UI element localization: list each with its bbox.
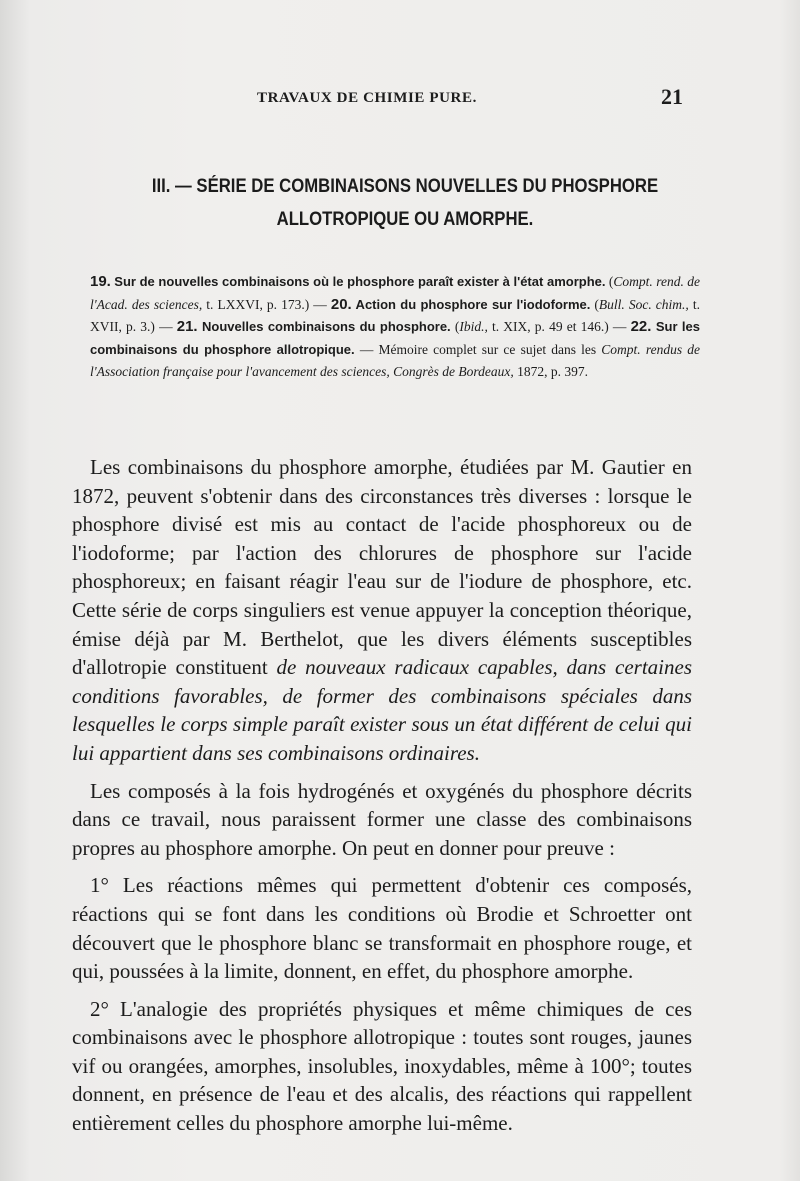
reference-22-number: 22. [630,318,652,335]
paragraph-1 [72,453,692,768]
reference-19-paren: ( [605,274,614,289]
reference-20-source: Bull. Soc. chim., [598,296,689,312]
reference-20-number: 20. [330,295,352,313]
reference-20-citation: t. XVII, p. 3.) — [90,296,700,334]
main-text [72,453,692,1147]
reference-22-text: — Mémoire complet sur ce sujet dans les [354,341,602,357]
reference-19-source: Compt. rend. de l'Acad. des sciences, [90,274,701,312]
paragraph-2: Les composés à la fois hydrogénés et oxygénés du phosphore décrits dans ce travail, nous paraissent former une classe des combinaisons propres au phosphore amorphe. On peut en donner pour preuve : [72,778,692,860]
reference-22-citation: 1872, p. 397. [513,364,588,379]
page-number: 21 [661,84,683,109]
paragraph-1-italic-text: de nouveaux radicaux capables, dans certaines conditions favorables, de former des combinaisons spéciales dans lesquelles le corps simple paraît exister sous un état différent de celui qui lui appartient dans ses combinaisons ordinaires. [72,655,692,765]
reference-21-number: 21. [176,318,198,335]
running-header-title: TRAVAUX DE CHIMIE PURE. [257,90,477,106]
reference-19-number: 19. [90,273,111,290]
reference-21-source: Ibid., [459,319,488,334]
reference-22-source: Compt. rendus de l'Association française pour l'avancement des sciences, Congrès de Bordeaux, [90,341,700,379]
reference-19-citation: t. LXXVI, p. 173.) — [202,296,331,312]
reference-21-paren: ( [450,319,460,334]
reference-20-paren: ( [590,296,599,312]
paragraph-3: 1° Les réactions mêmes qui permettent d'obtenir ces composés, réactions qui se font dans les conditions où Brodie et Schroetter ont découvert que le phosphore blanc se transformait en phosphore rouge, et qui, poussées à la limite, donnent, en effet, du phosphore amorphe. [72,873,692,984]
section-title-line-1: III. — SÉRIE DE COMBINAISONS NOUVELLES DU PHOSPHORE [151,176,659,197]
section-title [137,170,674,236]
reference-22-title: Sur les combinaisons du phosphore allotropique. [90,319,700,357]
reference-21-citation: t. XIX, p. 49 et 146.) — [487,319,631,334]
reference-20-title: Action du phosphore sur l'iodoforme. [351,296,591,312]
section-title-line-2: ALLOTROPIQUE OU AMORPHE. [276,209,534,230]
reference-19-title: Sur de nouvelles combinaisons où le phosphore paraît exister à l'état amorphe. [114,274,606,289]
reference-21-title: Nouvelles combinaisons du phosphore. [197,319,451,334]
bibliographic-references [90,271,700,384]
paragraph-1-text: Les combinaisons du phosphore amorphe, étudiées par M. Gautier en 1872, peuvent s'obtenir dans des circonstances très diverses : lorsque le phosphore divisé est mis au contact de l'acide phosphoreux ou de l'iodoforme; par l'action des chlorures de phosphore sur l'acide phosphoreux; en faisant réagir l'eau sur de l'iodure de phosphore, etc. Cette série de corps singuliers est venue appuyer la conception théorique, émise déjà par M. Berthelot, que les divers éléments susceptibles d'allotropie constituent [72,455,692,680]
paragraph-4: 2° L'analogie des propriétés physiques et même chimiques de ces combinaisons avec le phosphore allotropique : toutes sont rouges, jaunes vif ou orangées, amorphes, insolubles, inoxydables, même à 100°; toutes donnent, en présence de l'eau et des alcalis, des réactions qui rappellent entièrement celles du phosphore amorphe lui-même. [72,996,692,1136]
